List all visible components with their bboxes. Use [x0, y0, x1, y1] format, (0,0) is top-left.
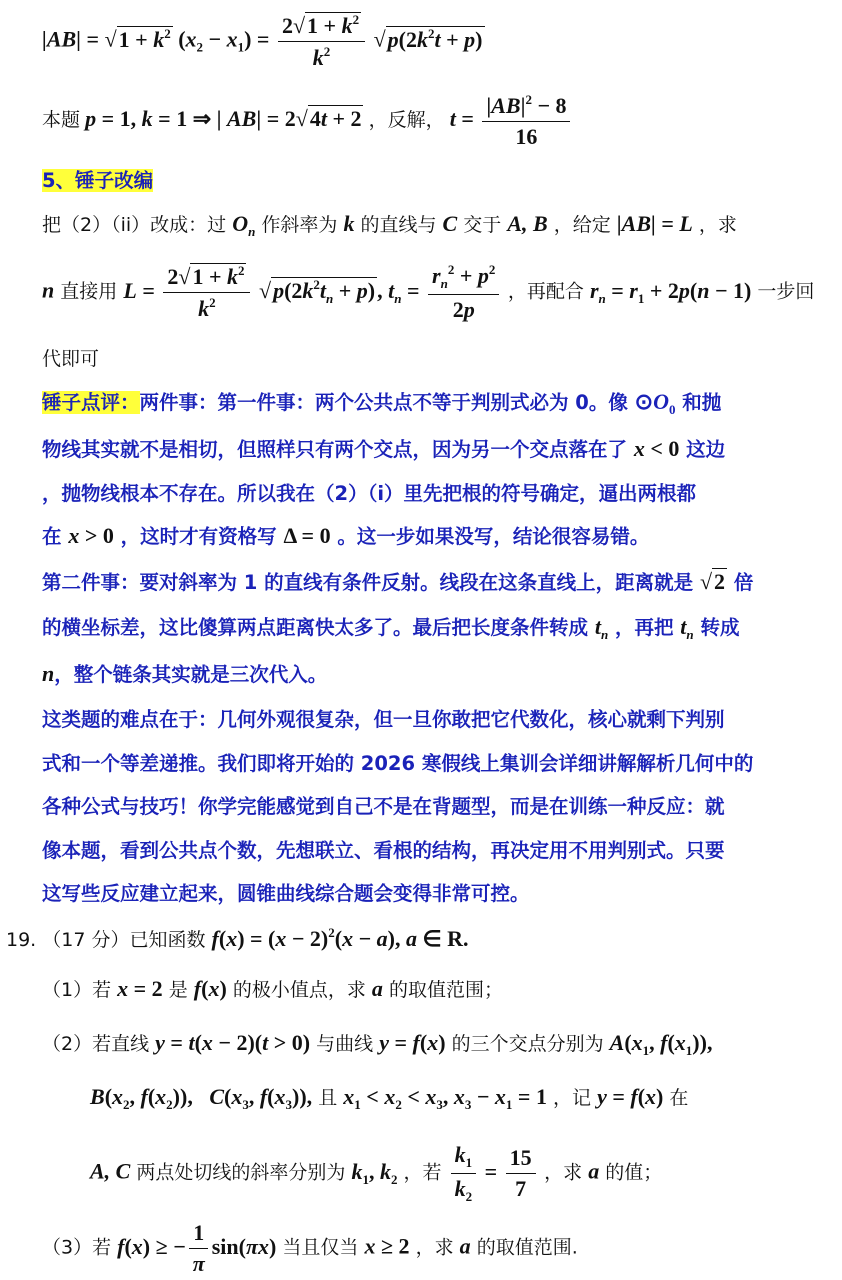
ab-length-formula: $|AB| = √1 + k^2$ $(x_2 - x_1)$ = $\frac{2√1 + k^2}{k^2}$ $√p(2k^2t + p)$	[42, 12, 483, 70]
review-line-4: 在 x > 0 ，这时才有资格写 Δ = 0 。这一步如果没写，结论很容易错。	[42, 523, 650, 548]
review-p3-line-4: 像本题，看到公共点个数，先想联立、看根的结构，再决定用不用判别式。只要	[42, 839, 725, 862]
problem-19-stem: 19. （17 分）已知函数 $f(x) = (x - 2)^2(x - a)$, a ∈ R.	[6, 925, 469, 951]
rewrite-line-1: 把（2）（ii）改成：过 $O_n$ 作斜率为 k 的直线与 C 交于 A, B ，给定 |AB| = L ，求	[42, 211, 737, 239]
problem-19-part-2-line-3: A, C 两点处切线的斜率分别为 $k_1$, $k_2$ ，若 $\frac{k_1}{k_2}$ = $\frac{15}{7}$ ，求 a 的值；	[90, 1142, 663, 1204]
review-p3-line-2: 式和一个等差递推。我们即将开始的 2026 寒假线上集训会详细讲解解析几何中的	[42, 752, 754, 775]
rewrite-line-3: 代即可	[42, 348, 100, 370]
review-p3-line-5: 这写些反应建立起来，圆锥曲线综合题会变得非常可控。	[42, 882, 530, 905]
problem-19-part-1: （1）若 x = 2 是 f(x) 的极小值点，求 a 的取值范围；	[42, 976, 503, 1001]
review-line-6: 的横坐标差，这比傻算两点距离快太多了。最后把长度条件转成 $t_n$ ，再把 $t_n$ 转成	[42, 614, 740, 642]
problem-19-part-2-line-1: （2）若直线 y = t(x − 2)(t > 0) 与曲线 y = f(x) 的三个交点分别为 $A(x_1$, $f(x_1)$),	[42, 1030, 713, 1058]
review-p3-line-3: 各种公式与技巧！你学完能感觉到自己不是在背题型，而是在训练一种反应：就	[42, 795, 725, 818]
problem-19-part-3: （3）若 f(x) ≥ − $\frac{1}{\pi}$ sin(πx) 当且仅当 x ≥ 2 ，求 a 的取值范围.	[42, 1220, 578, 1276]
rewrite-line-2: n 直接用 L = $\frac{2√1 + k^2}{k^2}$ $√p(2k^2t_n + p)$, $t_n$ = $\frac{r_n^2 + p^2}{2p}$ ，再配合 $r_n = r_1 + 2p(n - 1)$ 一步回	[42, 262, 815, 322]
review-line-1: 锤子点评：两件事：第一件事：两个公共点不等于判别式必为 0。像 $⊙O_0$ 和抛	[42, 389, 722, 417]
review-line-3: ，抛物线根本不存在。所以我在（2）（i）里先把根的符号确定，逼出两根都	[42, 482, 697, 505]
section-title: 5、锤子改编	[42, 169, 154, 192]
review-line-5: 第二件事：要对斜率为 1 的直线有条件反射。线段在这条直线上，距离就是 √2 倍	[42, 569, 754, 594]
review-p3-line-1: 这类题的难点在于：几何外观很复杂，但一旦你敢把它代数化，核心就剩下判别	[42, 708, 725, 731]
this-problem-line: 本题 p = 1, k = 1 ⇒ | AB| = 2√4t + 2 ，反解， t = $\frac{|AB|^2 - 8}{16}$	[42, 92, 573, 150]
review-line-2: 物线其实就不是相切，但照样只有两个交点，因为另一个交点落在了 x < 0 这边	[42, 436, 726, 461]
problem-19-part-2-line-2: $B(x_2$, $f(x_2)$), $C(x_3$, $f(x_3)$), 且 $x_1 < x_2 < x_3$, $x_3 - x_1 = 1$ ，记 y = f(x) 在	[90, 1084, 689, 1112]
review-line-7: n，整个链条其实就是三次代入。	[42, 661, 328, 686]
